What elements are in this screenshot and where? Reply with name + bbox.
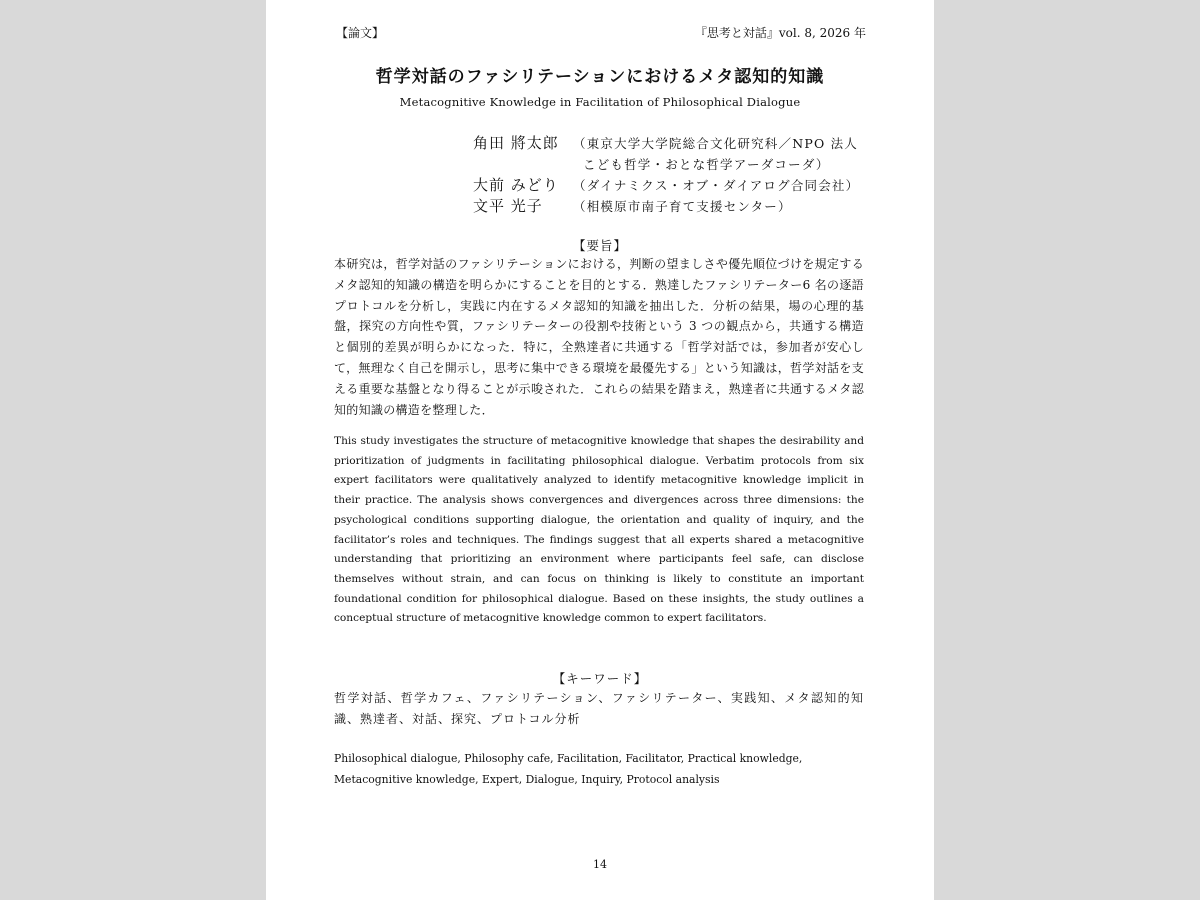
affiliation-line: こども哲学・おとな哲学アーダコーダ） xyxy=(583,157,830,172)
keywords-ja: 哲学対話、哲学カフェ、ファシリテーション、ファシリテーター、実践知、メタ認知的知識、熟達者、対話、探究、プロトコル分析 xyxy=(334,691,864,726)
paper-title-ja: 哲学対話のファシリテーションにおけるメタ認知的知識 xyxy=(375,67,825,87)
author-row xyxy=(473,133,859,175)
author-affiliation: （相模原市南子育て支援センター） xyxy=(573,199,792,214)
author-row xyxy=(473,196,859,217)
author-affiliation: （ダイナミクス・オブ・ダイアログ合同会社） xyxy=(573,178,860,193)
author-row xyxy=(473,175,859,196)
author-name: 大前 みどり xyxy=(473,176,559,194)
abstract-heading: 【要旨】 xyxy=(572,238,627,253)
abstract-en: This study investigates the structure of metacognitive knowledge that shapes the desirability and prioritization of judgments in facilitating philosophical dialogue. Verbatim protocols from six expert facilitators were qualitatively analyzed to identify metacognitive knowledge implicit in their practice. The analysis shows convergences and divergences across three dimensions: the psychological conditions supporting dialogue, the orientation and quality of inquiry, and the facilitator’s roles and techniques. The findings suggest that all experts shared a metacognitive understanding that prioritizing an environment where participants feel safe, can disclose themselves without strain, and can focus on thinking is likely to constitute an important foundational condition for philosophical dialogue. Based on these insights, the study outlines a conceptual structure of metacognitive knowledge common to expert facilitators. xyxy=(334,435,864,625)
abstract-ja: 本研究は，哲学対話のファシリテーションにおける，判断の望ましさや優先順位づけを規定するメタ認知的知識の構造を明らかにすることを目的とする．熟達したファシリテーター6 名の逐語プロトコルを分析し，実践に内在するメタ認知的知識を抽出した．分析の結果，場の心理的基盤，探究の方向性や質，ファシリテーターの役割や技術という 3 つの観点から，共通する構造と個別的差異が明らかになった．特に，全熟達者に共通する「哲学対話では，参加者が安心して，無理なく自己を開示し，思考に集中できる環境を最優先する」という知識は，哲学対話を支える重要な基盤となり得ることが示唆された．これらの結果を踏まえ，熟達者に共通するメタ認知的知識の構造を整理した． xyxy=(334,257,864,417)
keywords-heading: 【キーワード】 xyxy=(552,671,648,686)
article-type-label: 【論文】 xyxy=(336,26,385,40)
paper-page xyxy=(266,0,934,900)
page-number: 14 xyxy=(593,858,607,871)
paper-title-en: Metacognitive Knowledge in Facilitation of Philosophical Dialogue xyxy=(399,95,801,109)
author-affiliation xyxy=(573,133,858,175)
journal-citation: 『思考と対話』vol. 8, 2026 年 xyxy=(694,26,866,40)
author-name: 角田 將太郎 xyxy=(473,134,559,152)
keywords-en: Philosophical dialogue, Philosophy cafe, Facilitation, Facilitator, Practical knowledge, Metacognitive knowledge, Expert, Dialogue, Inquiry, Protocol analysis xyxy=(334,752,803,786)
author-list xyxy=(473,133,859,217)
author-name: 文平 光子 xyxy=(473,197,543,215)
affiliation-line: （東京大学大学院総合文化研究科／NPO 法人 xyxy=(573,136,858,151)
